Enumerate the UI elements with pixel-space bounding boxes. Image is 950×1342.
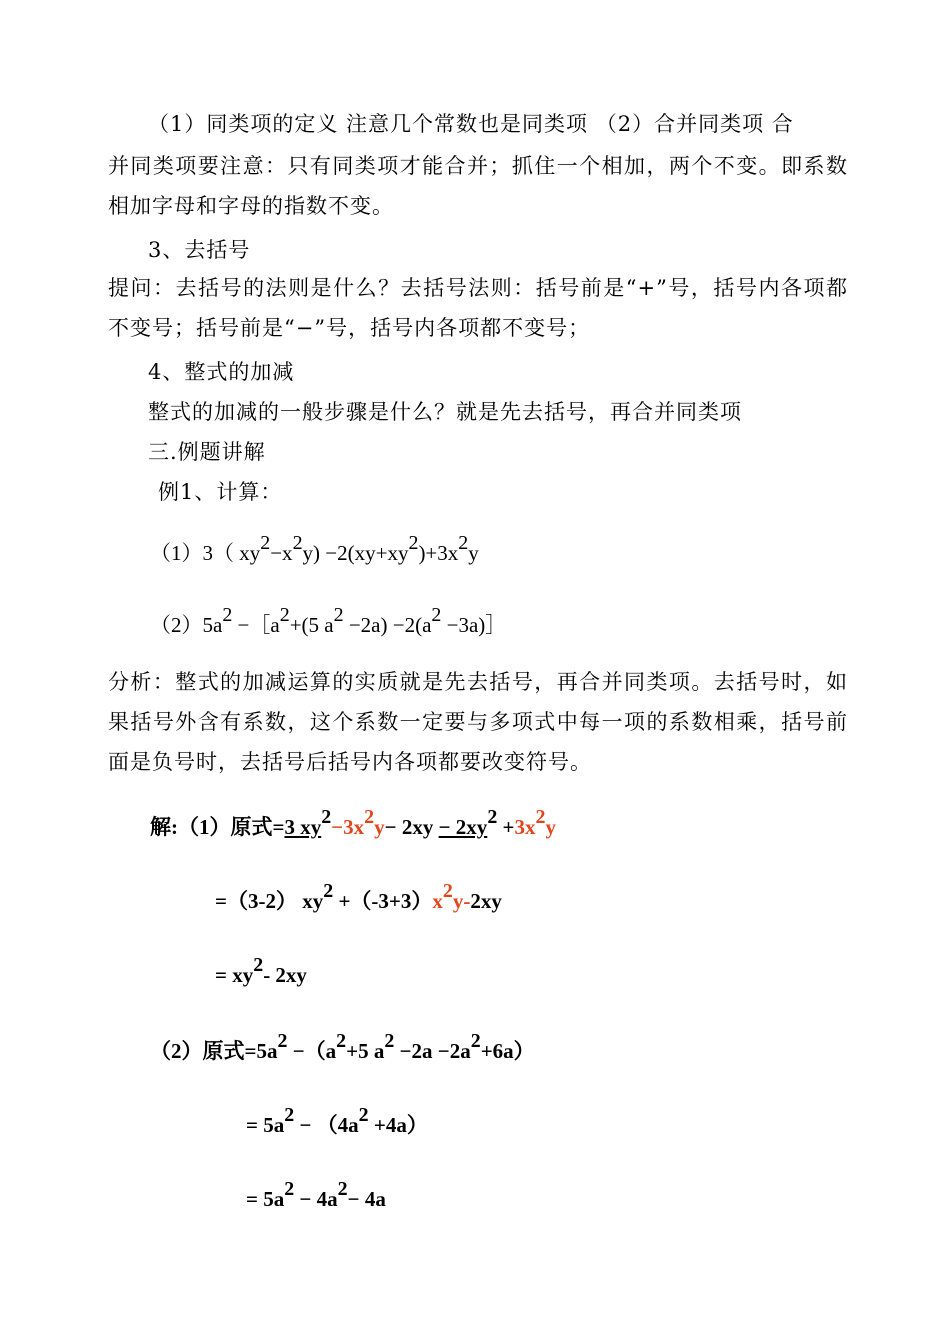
question-1: （1）3（ $xy^2-x^2y) -2(xy+xy^2)+3x^2y$	[150, 532, 479, 565]
solution-2-line-3: = $5a^2 - 4a^2- 4a$	[246, 1178, 386, 1211]
solution-1-line-3: = $xy^2-$ 2xy	[215, 954, 307, 987]
heading-polynomial-addition: 4、整式的加减	[148, 360, 295, 384]
solution-2-line-2: = $5a^2 - (4a^2 +4a)$	[246, 1104, 428, 1137]
text-general-steps: 整式的加减的一般步骤是什么？就是先去括号，再合并同类项	[148, 400, 742, 424]
paragraph-analysis: 分析：整式的加减运算的实质就是先去括号，再合并同类项。去括号时，如果括号外含有系数，这个系数一定要与多项式中每一项的系数相乘，括号前面是负号时，去括号后括号内各项都要改变符号。	[108, 670, 848, 774]
paragraph-merge-rule: 并同类项要注意：只有同类项才能合并；抓住一个相加，两个不变。即系数相加字母和字母的指数不变。	[108, 154, 848, 218]
text-line-1: （1）同类项的定义 注意几个常数也是同类项 （2）合并同类项 合	[148, 112, 794, 136]
solution-2-line-1: （2）原式$=5a^2 -(a^2+5$ $a^2 -2a -2a^2+6a$）	[150, 1030, 535, 1063]
heading-remove-brackets: 3、去括号	[148, 238, 251, 262]
q2-label: （2）5a	[150, 613, 223, 637]
paragraph-bracket-rule: 提问：去括号的法则是什么？去括号法则：括号前是“+”号，括号内各项都不变号；括号前是“−”号，括号内各项都不变号；	[108, 276, 848, 340]
solution-1-line-1: 解:（1）原式=3 $xy^2-3x^2y- 2xy - 2xy^2 +3x^2y$	[150, 806, 556, 839]
example-1-label: 例1、计算：	[158, 480, 283, 504]
question-2: $(2)5a^2$ $-[a^2+(5$ $a^2 -2a) -2(a^2$ −3a)］	[150, 604, 507, 637]
heading-examples: 三.例题讲解	[148, 440, 266, 464]
q1-label: （1）3（	[150, 541, 240, 565]
solution-1-line-2: =（3-2） $xy^2 +(-3+3)x^2y-2xy$	[215, 880, 502, 913]
